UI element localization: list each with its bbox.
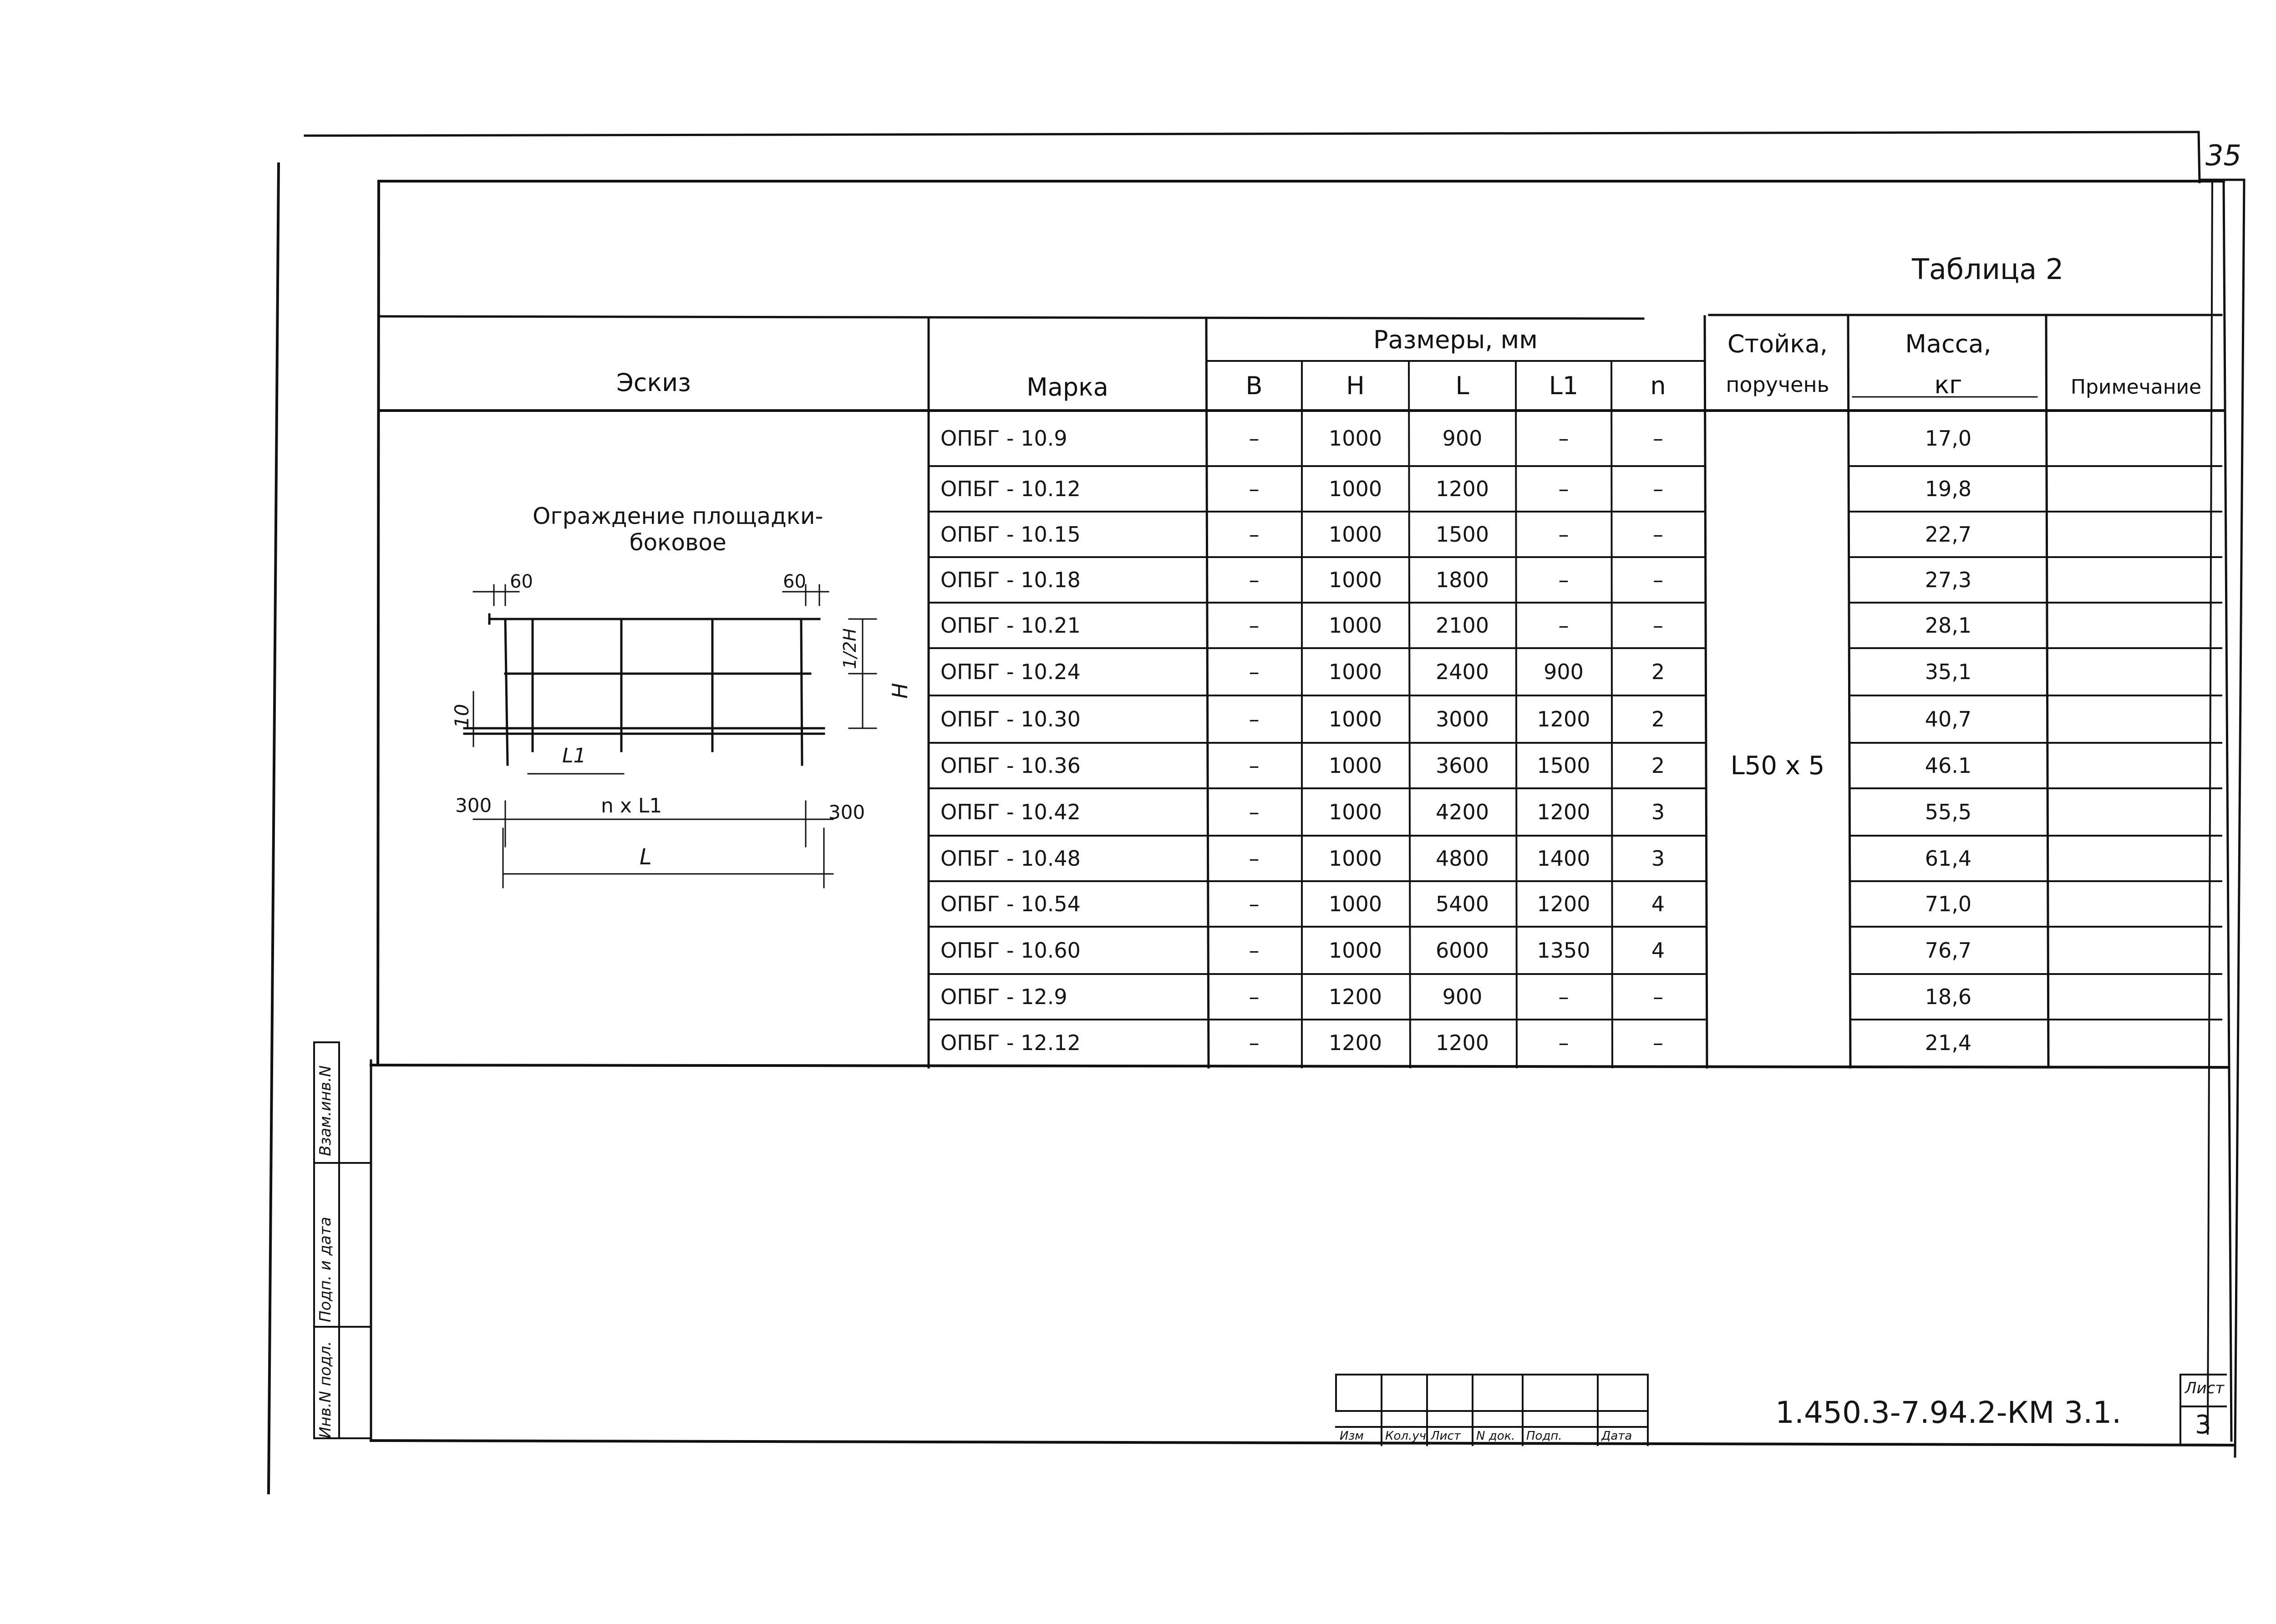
cell-b: – bbox=[1249, 522, 1260, 547]
cell-n: – bbox=[1653, 613, 1663, 638]
cell-n: – bbox=[1653, 477, 1663, 501]
cell-h: 1000 bbox=[1328, 707, 1382, 731]
cell-mark: ОПБГ - 10.30 bbox=[940, 707, 1081, 731]
cell-l1: – bbox=[1558, 613, 1569, 638]
cell-b: – bbox=[1249, 613, 1260, 638]
cell-l1: 1400 bbox=[1537, 846, 1590, 871]
cell-mark: ОПБГ - 10.36 bbox=[940, 753, 1081, 778]
cell-b: – bbox=[1249, 800, 1260, 824]
cell-b: – bbox=[1249, 1030, 1260, 1055]
dim-300-right: 300 bbox=[828, 801, 865, 823]
cell-mark: ОПБГ - 12.9 bbox=[940, 985, 1067, 1009]
cell-l1: – bbox=[1558, 426, 1569, 451]
cell-l: 1500 bbox=[1435, 522, 1489, 547]
title-block-col-label: N док. bbox=[1476, 1429, 1515, 1443]
cell-mark: ОПБГ - 10.54 bbox=[940, 892, 1081, 916]
cell-l: 1200 bbox=[1435, 1030, 1489, 1055]
header-mass-1: Масса, bbox=[1905, 329, 1992, 358]
cell-n: 2 bbox=[1651, 753, 1665, 778]
cell-mass: 27,3 bbox=[1925, 568, 1972, 592]
cell-mass: 21,4 bbox=[1925, 1030, 1972, 1055]
cell-mark: ОПБГ - 10.48 bbox=[940, 846, 1081, 871]
cell-b: – bbox=[1249, 426, 1260, 451]
cell-b: – bbox=[1249, 568, 1260, 592]
header-note: Примечание bbox=[2070, 375, 2202, 399]
dim-10: 10 bbox=[451, 704, 473, 728]
cell-mark: ОПБГ - 10.9 bbox=[940, 426, 1067, 451]
cell-h: 1000 bbox=[1328, 522, 1382, 547]
cell-n: 3 bbox=[1651, 800, 1665, 824]
sheet-value: 3 bbox=[2195, 1410, 2211, 1440]
cell-b: – bbox=[1249, 707, 1260, 731]
table-caption: Таблица 2 bbox=[1912, 253, 2064, 286]
cell-l: 1800 bbox=[1435, 568, 1489, 592]
cell-b: – bbox=[1249, 660, 1260, 684]
cell-mass: 46.1 bbox=[1925, 753, 1972, 778]
cell-l1: – bbox=[1558, 1030, 1569, 1055]
cell-l1: – bbox=[1558, 985, 1569, 1009]
cell-n: – bbox=[1653, 985, 1663, 1009]
cell-mass: 22,7 bbox=[1925, 522, 1972, 547]
header-b: В bbox=[1245, 371, 1263, 400]
header-l: L bbox=[1455, 371, 1469, 400]
doc-code: 1.450.3-7.94.2-КМ 3.1. bbox=[1775, 1395, 2122, 1430]
cell-mass: 40,7 bbox=[1925, 707, 1972, 731]
dim-half-h: 1/2Н bbox=[840, 628, 860, 669]
sketch-title-line1: Ограждение площадки- bbox=[533, 503, 823, 529]
header-h: Н bbox=[1346, 371, 1365, 400]
dim-60-right: 60 bbox=[783, 571, 806, 592]
cell-n: 3 bbox=[1651, 846, 1665, 871]
header-sizes: Размеры, мм bbox=[1373, 325, 1538, 354]
cell-l1: – bbox=[1558, 568, 1569, 592]
dim-300-left: 300 bbox=[455, 794, 492, 817]
cell-l1: 1200 bbox=[1537, 707, 1590, 731]
cell-n: 4 bbox=[1651, 938, 1665, 963]
cell-mark: ОПБГ - 10.21 bbox=[940, 613, 1081, 638]
cell-mark: ОПБГ - 10.12 bbox=[940, 477, 1081, 501]
cell-h: 1000 bbox=[1328, 568, 1382, 592]
cell-b: – bbox=[1249, 985, 1260, 1009]
cell-b: – bbox=[1249, 938, 1260, 963]
cell-l1: 1500 bbox=[1537, 753, 1590, 778]
cell-l: 4800 bbox=[1435, 846, 1489, 871]
cell-mass: 17,0 bbox=[1925, 426, 1972, 451]
title-block-col-label: Подп. bbox=[1526, 1429, 1562, 1443]
cell-b: – bbox=[1249, 846, 1260, 871]
fence-sketch bbox=[464, 585, 876, 888]
cell-n: 4 bbox=[1651, 892, 1665, 916]
cell-h: 1000 bbox=[1328, 846, 1382, 871]
cell-h: 1000 bbox=[1328, 892, 1382, 916]
cell-l1: – bbox=[1558, 477, 1569, 501]
cell-mark: ОПБГ - 10.15 bbox=[940, 522, 1081, 547]
side-stamp-inv-orig: Инв.N подл. bbox=[316, 1341, 335, 1438]
sheet-label: Лист bbox=[2185, 1379, 2225, 1397]
cell-l: 900 bbox=[1442, 426, 1483, 451]
cell-l: 2100 bbox=[1435, 613, 1489, 638]
cell-l1: 1350 bbox=[1537, 938, 1590, 963]
dim-h: Н bbox=[888, 683, 912, 699]
cell-l: 3000 bbox=[1435, 707, 1489, 731]
cell-mass: 18,6 bbox=[1925, 985, 1972, 1009]
cell-l1: – bbox=[1558, 522, 1569, 547]
cell-mass: 35,1 bbox=[1925, 660, 1972, 684]
cell-n: – bbox=[1653, 522, 1663, 547]
cell-mass: 28,1 bbox=[1925, 613, 1972, 638]
title-block-col-label: Лист bbox=[1431, 1429, 1461, 1443]
dim-l: L bbox=[640, 844, 652, 870]
title-block-col-label: Изм bbox=[1340, 1429, 1364, 1443]
header-post-rail-2: поручень bbox=[1726, 372, 1829, 397]
cell-h: 1000 bbox=[1328, 800, 1382, 824]
cell-h: 1000 bbox=[1328, 613, 1382, 638]
side-stamp-inv-repl: Взам.инв.N bbox=[316, 1065, 335, 1156]
cell-l: 5400 bbox=[1435, 892, 1489, 916]
title-block-col-label: Дата bbox=[1601, 1429, 1632, 1443]
cell-l: 6000 bbox=[1435, 938, 1489, 963]
cell-b: – bbox=[1249, 477, 1260, 501]
header-mass-2: кг bbox=[1934, 370, 1962, 399]
cell-h: 1000 bbox=[1328, 660, 1382, 684]
side-stamp-sign-date: Подп. и дата bbox=[316, 1217, 335, 1322]
cell-h: 1200 bbox=[1328, 1030, 1382, 1055]
cell-h: 1000 bbox=[1328, 753, 1382, 778]
cell-b: – bbox=[1249, 892, 1260, 916]
dim-60-left: 60 bbox=[510, 571, 533, 592]
title-block-col-label: Кол.уч bbox=[1385, 1429, 1426, 1443]
cell-n: – bbox=[1653, 426, 1663, 451]
dim-n-x-l1: n x L1 bbox=[601, 794, 662, 817]
cell-mark: ОПБГ - 10.18 bbox=[940, 568, 1081, 592]
cell-l1: 900 bbox=[1544, 660, 1584, 684]
header-mark: Марка bbox=[1026, 372, 1108, 401]
cell-mass: 19,8 bbox=[1925, 477, 1972, 501]
cell-n: – bbox=[1653, 568, 1663, 592]
cell-n: 2 bbox=[1651, 660, 1665, 684]
cell-mark: ОПБГ - 12.12 bbox=[940, 1030, 1081, 1055]
cell-l: 2400 bbox=[1435, 660, 1489, 684]
sketch-title-line2: боковое bbox=[629, 529, 726, 556]
cell-l: 900 bbox=[1442, 985, 1483, 1009]
cell-mass: 55,5 bbox=[1925, 800, 1972, 824]
sketch-title bbox=[533, 503, 823, 556]
header-l1: L1 bbox=[1549, 371, 1579, 400]
cell-mark: ОПБГ - 10.42 bbox=[940, 800, 1081, 824]
cell-mark: ОПБГ - 10.60 bbox=[940, 938, 1081, 963]
cell-h: 1200 bbox=[1328, 985, 1382, 1009]
cell-mass: 71,0 bbox=[1925, 892, 1972, 916]
sheet-number-top: 35 bbox=[2205, 139, 2241, 172]
cell-mark: ОПБГ - 10.24 bbox=[940, 660, 1081, 684]
header-sketch: Эскиз bbox=[616, 368, 691, 397]
cell-l: 1200 bbox=[1435, 477, 1489, 501]
cell-mass: 61,4 bbox=[1925, 846, 1972, 871]
dim-l1: L1 bbox=[562, 744, 586, 767]
cell-l1: 1200 bbox=[1537, 800, 1590, 824]
header-n: n bbox=[1650, 371, 1666, 400]
cell-b: – bbox=[1249, 753, 1260, 778]
post-rail-value: L50 x 5 bbox=[1730, 751, 1825, 781]
cell-n: – bbox=[1653, 1030, 1663, 1055]
cell-l1: 1200 bbox=[1537, 892, 1590, 916]
cell-h: 1000 bbox=[1328, 477, 1382, 501]
cell-l: 4200 bbox=[1435, 800, 1489, 824]
cell-n: 2 bbox=[1651, 707, 1665, 731]
cell-h: 1000 bbox=[1328, 938, 1382, 963]
cell-mass: 76,7 bbox=[1925, 938, 1972, 963]
header-post-rail-1: Стойка, bbox=[1727, 329, 1828, 358]
cell-l: 3600 bbox=[1435, 753, 1489, 778]
cell-h: 1000 bbox=[1328, 426, 1382, 451]
